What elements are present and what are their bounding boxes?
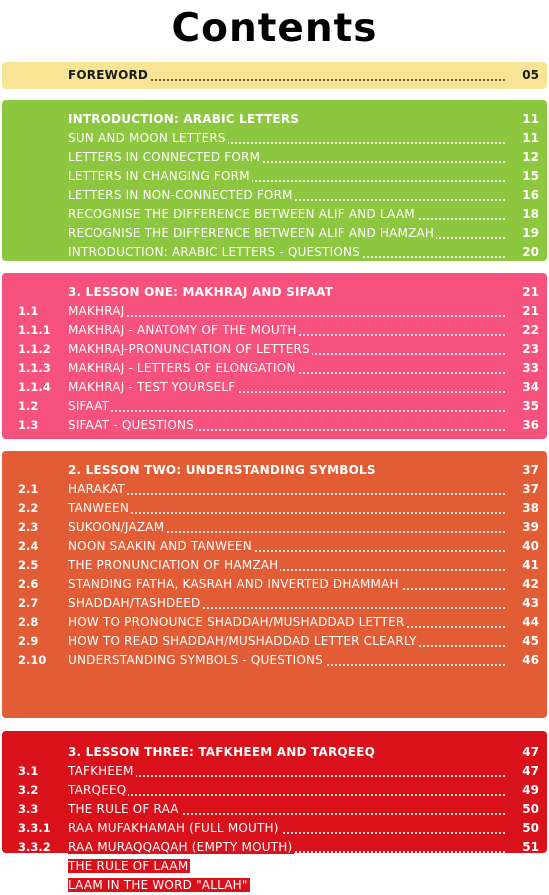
toc-entry-number: 2.1 xyxy=(18,482,39,496)
toc-entry-text xyxy=(68,129,505,148)
toc-page-number: 22 xyxy=(522,323,539,337)
toc-entry-number: 3.3.1 xyxy=(18,821,51,835)
toc-entry-number: 1.1.2 xyxy=(18,342,51,356)
toc-entry-number: 2.7 xyxy=(18,596,39,610)
toc-entry-number: 1.1.3 xyxy=(18,361,51,375)
toc-entry-text xyxy=(68,876,505,895)
toc-entry-text xyxy=(68,340,505,359)
toc-entry-title: FOREWORD xyxy=(68,68,149,82)
toc-page-number: 52 xyxy=(522,859,539,873)
toc-page-number: 40 xyxy=(522,539,539,553)
toc-entry-title: 3. LESSON ONE: MAKHRAJ AND SIFAAT xyxy=(68,285,334,299)
toc-entry[interactable] xyxy=(2,359,547,378)
toc-entry-title: HOW TO READ SHADDAH/MUSHADDAD LETTER CLEARLY xyxy=(68,634,417,648)
toc-entry-number: 2.4 xyxy=(18,539,39,553)
toc-entry-text xyxy=(68,416,505,435)
toc-entry-text xyxy=(68,537,505,556)
toc-entry-title: MAKHRAJ-PRONUNCIATION OF LETTERS xyxy=(68,342,310,356)
toc-entry-title: RECOGNISE THE DIFFERENCE BETWEEN ALIF AND LAAM xyxy=(68,207,415,221)
toc-page-number: 16 xyxy=(522,188,539,202)
toc-entry-title: SHADDAH/TASHDEED xyxy=(68,596,201,610)
toc-entry-title: HARAKAT xyxy=(68,482,125,496)
toc-page-number: 21 xyxy=(522,285,539,299)
toc-entry[interactable] xyxy=(2,594,547,613)
toc-entry[interactable] xyxy=(2,651,547,670)
toc-entry-text xyxy=(68,461,505,480)
toc-entry-text xyxy=(68,480,505,499)
toc-entry-number: 2.8 xyxy=(18,615,39,629)
toc-entry-number: 2.3 xyxy=(18,520,39,534)
toc-entry-text xyxy=(68,283,505,302)
toc-entry-number: 3.3 xyxy=(18,802,39,816)
section-introduction xyxy=(2,100,547,261)
toc-page-number: 41 xyxy=(522,558,539,572)
toc-entry-text xyxy=(68,359,505,378)
toc-page-number: 37 xyxy=(522,463,539,477)
toc-entry[interactable] xyxy=(2,518,547,537)
toc-entry[interactable] xyxy=(2,613,547,632)
toc-entry[interactable] xyxy=(2,321,547,340)
toc-page-number: 34 xyxy=(522,380,539,394)
toc-entry-number: 2.2 xyxy=(18,501,39,515)
toc-entry[interactable] xyxy=(2,186,547,205)
toc-page-number: 47 xyxy=(522,764,539,778)
toc-entry[interactable] xyxy=(2,876,547,895)
toc-page-number: 44 xyxy=(522,615,539,629)
toc-page-number: 11 xyxy=(522,131,539,145)
toc-entry-number: 3.4.1 xyxy=(18,878,51,892)
toc-entry-title: LAAM IN THE WORD "ALLAH" xyxy=(68,878,248,892)
section-lesson-two xyxy=(2,451,547,718)
toc-entry[interactable] xyxy=(2,340,547,359)
toc-entry-text xyxy=(68,110,505,129)
toc-entry[interactable] xyxy=(2,857,547,876)
toc-page-number: 50 xyxy=(522,802,539,816)
toc-entry-text xyxy=(68,556,505,575)
toc-entry-text xyxy=(68,743,505,762)
toc-entry-title: TARQEEQ xyxy=(68,783,127,797)
toc-entry[interactable] xyxy=(2,575,547,594)
toc-entry-number: 3.4 xyxy=(18,859,39,873)
toc-entry-title: LETTERS IN CHANGING FORM xyxy=(68,169,250,183)
toc-entry[interactable] xyxy=(2,819,547,838)
toc-entry-text xyxy=(68,205,505,224)
toc-page-number: 33 xyxy=(522,361,539,375)
toc-page-number: 21 xyxy=(522,304,539,318)
toc-entry-title: TAFKHEEM xyxy=(68,764,134,778)
toc-entry-number: 2.6 xyxy=(18,577,39,591)
toc-entry[interactable] xyxy=(2,781,547,800)
toc-entry-text xyxy=(68,819,505,838)
toc-entry-text xyxy=(68,397,505,416)
toc-entry[interactable] xyxy=(2,378,547,397)
toc-entry-number: 1.3 xyxy=(18,418,39,432)
toc-section-heading[interactable] xyxy=(2,743,547,762)
toc-section-heading[interactable] xyxy=(2,461,547,480)
toc-entry-text xyxy=(68,613,505,632)
toc-page-number: 50 xyxy=(522,821,539,835)
toc-entry-text xyxy=(68,594,505,613)
toc-entry[interactable] xyxy=(2,480,547,499)
toc-entry[interactable] xyxy=(2,838,547,857)
toc-entry-number: 1.1.1 xyxy=(18,323,51,337)
toc-section-heading[interactable] xyxy=(2,110,547,129)
toc-page-number: 46 xyxy=(522,653,539,667)
toc-entry-title: TANWEEN xyxy=(68,501,129,515)
toc-entry-text xyxy=(68,243,505,262)
toc-entry-text xyxy=(68,167,505,186)
toc-page-number: 20 xyxy=(522,245,539,259)
toc-entry[interactable] xyxy=(2,243,547,262)
toc-entry-text xyxy=(68,224,505,243)
toc-entry[interactable] xyxy=(2,416,547,435)
toc-entry[interactable] xyxy=(2,167,547,186)
toc-entry[interactable] xyxy=(2,632,547,651)
toc-entry-text xyxy=(68,800,505,819)
section-lesson-three xyxy=(2,731,547,892)
toc-page-number: 15 xyxy=(522,169,539,183)
toc-entry-number: 2.5 xyxy=(18,558,39,572)
toc-entry-text xyxy=(68,575,505,594)
toc-entry-title: THE RULE OF LAAM xyxy=(68,859,189,873)
section-foreword xyxy=(2,62,547,89)
toc-entry-title: SIFAAT - QUESTIONS xyxy=(68,418,195,432)
toc-entry-title: MAKHRAJ - TEST YOURSELF xyxy=(68,380,236,394)
toc-entry-text xyxy=(68,66,505,85)
toc-page-number: 35 xyxy=(522,399,539,413)
toc-entry[interactable] xyxy=(2,537,547,556)
dot-leader xyxy=(68,794,505,796)
toc-entry-title: LETTERS IN NON-CONNECTED FORM xyxy=(68,188,293,202)
toc-entry[interactable] xyxy=(2,800,547,819)
dot-leader xyxy=(68,315,505,317)
toc-entry-title: SUN AND MOON LETTERS xyxy=(68,131,226,145)
toc-entry-text xyxy=(68,762,505,781)
toc-page-number: 47 xyxy=(522,745,539,759)
toc-entry-title: 3. LESSON THREE: TAFKHEEM AND TARQEEQ xyxy=(68,745,375,759)
dot-leader xyxy=(68,493,505,495)
toc-entry-title: MAKHRAJ xyxy=(68,304,125,318)
toc-page-number: 12 xyxy=(522,150,539,164)
toc-entry-number: 3.3.2 xyxy=(18,840,51,854)
toc-entry-text xyxy=(68,148,505,167)
toc-entry[interactable] xyxy=(2,556,547,575)
toc-entry-text xyxy=(68,632,505,651)
toc-entry-title: SIFAAT xyxy=(68,399,110,413)
toc-entry-text xyxy=(68,302,505,321)
toc-entry-text xyxy=(68,857,505,876)
toc-page-number: 38 xyxy=(522,501,539,515)
toc-entry-title: INTRODUCTION: ARABIC LETTERS - QUESTIONS xyxy=(68,245,360,259)
toc-entry-text xyxy=(68,838,505,857)
toc-entry-number: 3.2 xyxy=(18,783,39,797)
toc-page-number: 18 xyxy=(522,207,539,221)
toc-page-number: 43 xyxy=(522,596,539,610)
toc-entry-text xyxy=(68,186,505,205)
toc-entry[interactable] xyxy=(2,224,547,243)
toc-page-number: 49 xyxy=(522,783,539,797)
toc-entry-title: THE PRONUNCIATION OF HAMZAH xyxy=(68,558,279,572)
toc-entry-title: THE RULE OF RAA xyxy=(68,802,179,816)
section-lesson-one xyxy=(2,273,547,439)
toc-entry-number: 1.1.4 xyxy=(18,380,51,394)
toc-entry-title: MAKHRAJ - LETTERS OF ELONGATION xyxy=(68,361,296,375)
toc-entry-title: RECOGNISE THE DIFFERENCE BETWEEN ALIF AND HAMZAH xyxy=(68,226,435,240)
toc-page-number: 45 xyxy=(522,634,539,648)
toc-page-number: 37 xyxy=(522,482,539,496)
dot-leader xyxy=(68,410,505,412)
toc-entry-text xyxy=(68,499,505,518)
toc-entry-title: RAA MUFAKHAMAH (FULL MOUTH) xyxy=(68,821,279,835)
toc-section-heading[interactable] xyxy=(2,283,547,302)
toc-entry-number: 1.2 xyxy=(18,399,39,413)
toc-entry-title: RAA MURAQQAQAH (EMPTY MOUTH) xyxy=(68,840,293,854)
toc-entry-title: MAKHRAJ - ANATOMY OF THE MOUTH xyxy=(68,323,297,337)
toc-entry-title: UNDERSTANDING SYMBOLS - QUESTIONS xyxy=(68,653,323,667)
toc-page-number: 23 xyxy=(522,342,539,356)
toc-page-number: 42 xyxy=(522,577,539,591)
toc-page-number: 11 xyxy=(522,112,539,126)
toc-entry-number: 2.9 xyxy=(18,634,39,648)
toc-entry-number: 1.1 xyxy=(18,304,39,318)
toc-entry[interactable] xyxy=(2,129,547,148)
toc-entry[interactable] xyxy=(2,397,547,416)
toc-page-number: 39 xyxy=(522,520,539,534)
toc-entry-title: LETTERS IN CONNECTED FORM xyxy=(68,150,261,164)
toc-entry-title: HOW TO PRONOUNCE SHADDAH/MUSHADDAD LETTER xyxy=(68,615,405,629)
dot-leader xyxy=(68,512,505,514)
toc-entry-text xyxy=(68,321,505,340)
toc-entry-title: NOON SAAKIN AND TANWEEN xyxy=(68,539,252,553)
toc-entry[interactable] xyxy=(2,302,547,321)
toc-entry[interactable] xyxy=(2,66,547,85)
toc-page-number: 51 xyxy=(522,840,539,854)
page-title: Contents xyxy=(171,6,378,51)
toc-entry[interactable] xyxy=(2,205,547,224)
toc-page-number: 05 xyxy=(522,68,539,82)
toc-entry-title: STANDING FATHA, KASRAH AND INVERTED DHAMMAH xyxy=(68,577,399,591)
toc-entry-title: INTRODUCTION: ARABIC LETTERS xyxy=(68,112,300,126)
toc-entry[interactable] xyxy=(2,148,547,167)
toc-entry-title: SUKOON/JAZAM xyxy=(68,520,165,534)
toc-entry[interactable] xyxy=(2,499,547,518)
toc-entry[interactable] xyxy=(2,762,547,781)
toc-entry-number: 3.1 xyxy=(18,764,39,778)
toc-entry-number: 2.10 xyxy=(18,653,47,667)
toc-entry-text xyxy=(68,651,505,670)
toc-entry-text xyxy=(68,378,505,397)
toc-entry-text xyxy=(68,781,505,800)
toc-entry-title: 2. LESSON TWO: UNDERSTANDING SYMBOLS xyxy=(68,463,376,477)
toc-page-number: 52 xyxy=(522,878,539,892)
toc-page-number: 19 xyxy=(522,226,539,240)
toc-entry-text xyxy=(68,518,505,537)
toc-page-number: 36 xyxy=(522,418,539,432)
